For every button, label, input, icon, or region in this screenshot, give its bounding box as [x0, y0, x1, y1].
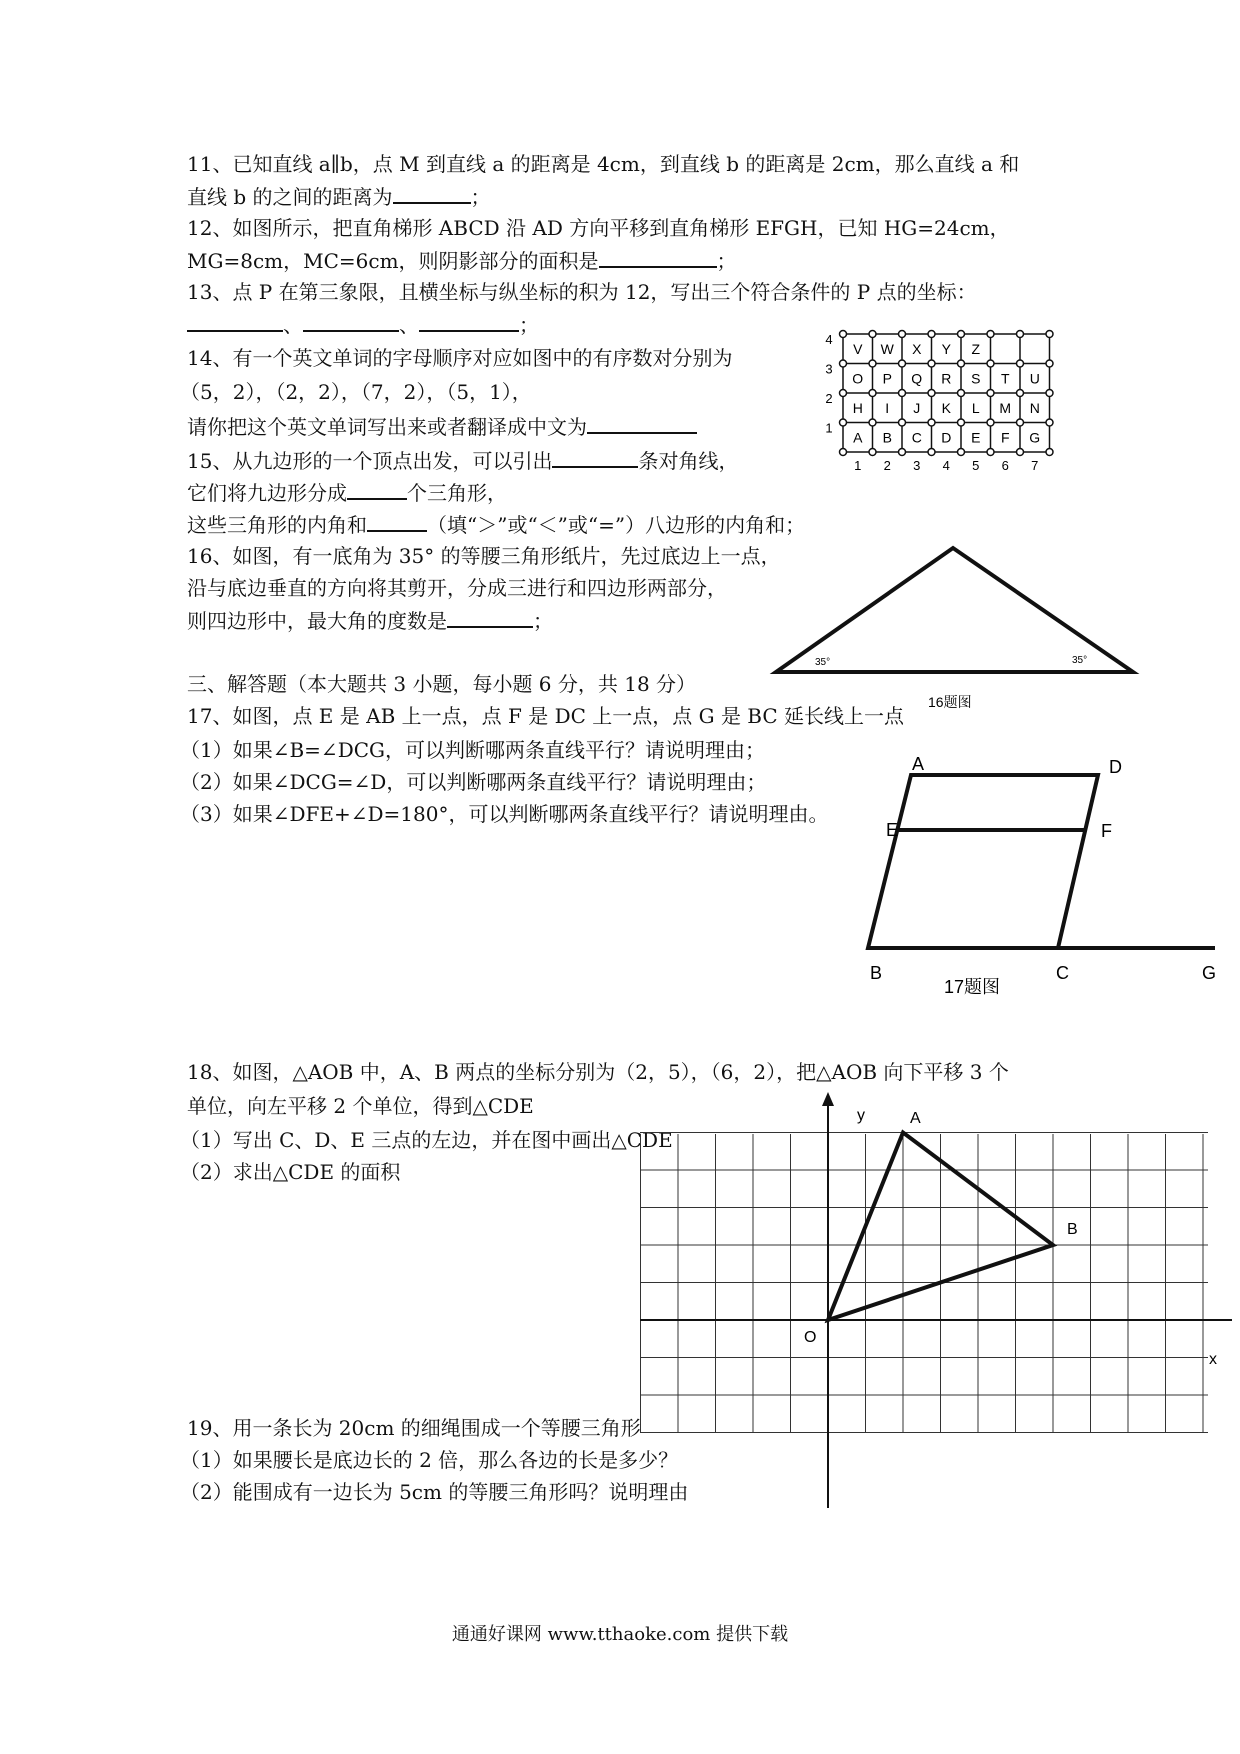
grid-dot — [899, 360, 906, 367]
col-label: 4 — [942, 458, 950, 473]
grid-dot — [869, 360, 876, 367]
letter-grid-figure — [820, 320, 1080, 490]
footer-credit: 通通好课网 www.tthaoke.com 提供下载 — [451, 1624, 789, 1645]
x-axis-label: x — [1209, 1351, 1217, 1368]
q18-sub1: （1）写出 C、D、E 三点的左边，并在图中画出△CDE — [180, 1128, 673, 1152]
grid-dot — [1017, 390, 1024, 397]
grid-dot — [869, 390, 876, 397]
q16-answer-blank[interactable] — [447, 604, 533, 628]
q14-line1: 14、有一个英文单词的字母顺序对应如图中的有序数对分别为 — [187, 346, 733, 370]
grid-letter: X — [912, 340, 922, 357]
q15-line1-text: 15、从九边形的一个顶点出发，可以引出 — [187, 449, 553, 473]
q15-line3 — [187, 508, 805, 541]
q16-line3-text: 则四边形中，最大角的度数是 — [187, 609, 447, 633]
section-3-heading: 三、解答题（本大题共 3 小题，每小题 6 分，共 18 分） — [187, 672, 697, 696]
q11-line2-text: 直线 b 的之间的距离为 — [187, 185, 393, 209]
q14-line3-text: 请你把这个英文单词写出来或者翻译成中文为 — [187, 415, 587, 439]
grid-dot — [958, 360, 965, 367]
grid-dot — [899, 419, 906, 426]
q12-line2-text: MG=8cm，MC=6cm，则阴影部分的面积是 — [187, 249, 599, 273]
q12-answer-blank[interactable] — [599, 244, 717, 268]
q19-sub2: （2）能围成有一边长为 5cm 的等腰三角形吗？说明理由 — [180, 1480, 689, 1504]
row-label: 4 — [825, 331, 833, 347]
q19-line1: 19、用一条长为 20cm 的细绳围成一个等腰三角形 — [187, 1416, 641, 1440]
grid-letter: T — [1000, 370, 1010, 387]
triangle-shape — [776, 548, 1133, 672]
grid-dot — [1046, 419, 1053, 426]
grid-letter: F — [1000, 429, 1010, 446]
row-label: 3 — [825, 361, 833, 377]
grid-dot — [840, 390, 847, 397]
grid-letter: R — [941, 370, 952, 387]
grid-letter: L — [971, 399, 980, 416]
coordinate-gridlines — [640, 1133, 1208, 1433]
q11-line1: 11、已知直线 a∥b，点 M 到直线 a 的距离是 4cm，到直线 b 的距离是 2cm，那么直线 a 和 — [187, 152, 1020, 176]
col-label: 1 — [854, 458, 862, 473]
grid-dot — [928, 449, 935, 456]
grid-dot — [928, 419, 935, 426]
grid-letter: Q — [911, 370, 923, 387]
q13-answer-blank-3[interactable] — [419, 308, 519, 332]
q15-answer-blank-2[interactable] — [347, 476, 407, 500]
y-axis-label: y — [857, 1107, 865, 1124]
col-label: 6 — [1001, 458, 1009, 473]
grid-dot — [1017, 419, 1024, 426]
label-f: F — [1101, 821, 1112, 841]
letter-grid-col-labels — [854, 458, 1038, 473]
q17-sub3: （3）如果∠DFE+∠D=180°，可以判断哪两条直线平行？请说明理由。 — [180, 802, 829, 826]
label-g: G — [1202, 963, 1217, 983]
grid-dot — [987, 449, 994, 456]
q17-line1: 17、如图，点 E 是 AB 上一点，点 F 是 DC 上一点，点 G 是 BC 延长线上一点 — [187, 704, 905, 728]
label-c: C — [1056, 963, 1069, 983]
q13-answer-blank-2[interactable] — [303, 308, 399, 332]
parallelogram-figure — [850, 740, 1240, 1005]
q15-line2 — [187, 476, 507, 509]
grid-letter: I — [885, 399, 890, 416]
grid-letter: C — [911, 429, 922, 446]
q11-line2 — [187, 180, 491, 213]
grid-letter: P — [882, 370, 892, 387]
grid-letter: K — [941, 399, 951, 416]
label-d: D — [1109, 757, 1122, 777]
col-label: 3 — [913, 458, 921, 473]
point-b-label: B — [1067, 1221, 1078, 1238]
q16-line3 — [187, 604, 553, 637]
grid-letter: U — [1029, 370, 1040, 387]
parallelogram-shape — [868, 775, 1098, 948]
figure-17-caption: 17题图 — [944, 977, 1001, 997]
grid-letter: H — [852, 399, 863, 416]
grid-letter: N — [1029, 399, 1040, 416]
grid-dot — [899, 390, 906, 397]
grid-dot — [958, 449, 965, 456]
q18-line1: 18、如图，△AOB 中，A、B 两点的坐标分别为（2，5），（6，2），把△AOB 向下平移 3 个 — [187, 1060, 1009, 1084]
figure-16-caption: 16题图 — [928, 694, 972, 710]
grid-letter: Z — [971, 340, 981, 357]
q14-line2: （5，2），（2，2），（7，2），（5，1）， — [180, 380, 532, 404]
grid-letter: Y — [941, 340, 951, 357]
grid-dot — [1017, 449, 1024, 456]
q13-sep-2: 、 — [399, 313, 419, 337]
grid-letter: O — [852, 370, 864, 387]
angle-label-right: 35° — [1072, 655, 1088, 666]
q15-line2-end: 个三角形， — [407, 481, 507, 505]
grid-dot — [958, 331, 965, 338]
q14-answer-blank[interactable] — [587, 410, 697, 434]
label-e: E — [886, 820, 899, 840]
grid-dot — [840, 419, 847, 426]
q12-line2 — [187, 244, 737, 277]
grid-letter: D — [941, 429, 952, 446]
grid-dot — [869, 449, 876, 456]
point-a-label: A — [910, 1110, 921, 1127]
grid-dot — [840, 360, 847, 367]
q13-line1: 13、点 P 在第三象限，且横坐标与纵坐标的积为 12，写出三个符合条件的 P 点的坐标： — [187, 280, 977, 304]
grid-dot — [928, 390, 935, 397]
grid-dot — [987, 419, 994, 426]
q12-line2-end: ； — [716, 249, 737, 273]
angle-label-left: 35° — [815, 657, 831, 668]
isosceles-triangle-figure — [760, 530, 1160, 720]
grid-letter: J — [913, 399, 921, 416]
grid-dot — [899, 449, 906, 456]
q14-line3 — [187, 410, 697, 443]
letter-grid-letters — [849, 339, 1044, 446]
grid-letter: W — [880, 340, 894, 357]
row-label: 2 — [825, 390, 833, 406]
grid-dot — [928, 331, 935, 338]
q15-answer-blank-1[interactable] — [552, 444, 638, 468]
grid-dot — [928, 360, 935, 367]
q18-sub2: （2）求出△CDE 的面积 — [180, 1160, 401, 1184]
grid-letter: E — [971, 429, 981, 446]
q19-sub1: （1）如果腰长是底边长的 2 倍，那么各边的长是多少？ — [180, 1448, 679, 1472]
grid-dot — [1046, 360, 1053, 367]
grid-dot — [1046, 390, 1053, 397]
col-label: 2 — [883, 458, 891, 473]
label-b: B — [870, 963, 883, 983]
grid-dot — [1046, 331, 1053, 338]
grid-letter: M — [999, 399, 1012, 416]
q16-line2: 沿与底边垂直的方向将其剪开，分成三进行和四边形两部分， — [187, 576, 727, 600]
grid-dot — [840, 331, 847, 338]
q17-sub2: （2）如果∠DCG=∠D，可以判断哪两条直线平行？请说明理由； — [180, 770, 767, 794]
q13-answer-blank-1[interactable] — [187, 308, 283, 332]
label-a: A — [912, 754, 925, 774]
grid-dot — [1017, 360, 1024, 367]
grid-dot — [958, 419, 965, 426]
q13-sep-1: 、 — [283, 313, 303, 337]
grid-letter: S — [971, 370, 981, 387]
grid-dot — [869, 331, 876, 338]
grid-dot — [987, 390, 994, 397]
grid-dot — [1017, 331, 1024, 338]
q17-sub1: （1）如果∠B=∠DCG，可以判断哪两条直线平行？请说明理由； — [180, 738, 766, 762]
q15-line2-text: 它们将九边形分成 — [187, 481, 347, 505]
q16-line3-end: ； — [533, 609, 553, 633]
grid-dot — [840, 449, 847, 456]
q13-end: ； — [519, 313, 539, 337]
q11-answer-blank[interactable] — [393, 180, 471, 204]
grid-letter: A — [853, 429, 863, 446]
q11-line2-end: ； — [470, 185, 491, 209]
q15-answer-blank-3[interactable] — [367, 508, 427, 532]
q16-line1: 16、如图，有一底角为 35° 的等腰三角形纸片，先过底边上一点， — [187, 544, 781, 568]
grid-dot — [1046, 449, 1053, 456]
q15-line3-end: （填“＞”或“＜”或“=”）八边形的内角和； — [427, 513, 806, 537]
grid-letter: G — [1029, 429, 1041, 446]
col-label: 7 — [1031, 458, 1039, 473]
q15-line1 — [187, 444, 738, 477]
grid-dot — [899, 331, 906, 338]
q18-line2: 单位，向左平移 2 个单位，得到△CDE — [187, 1094, 534, 1118]
y-axis-arrow-icon — [822, 1092, 834, 1106]
grid-dot — [869, 419, 876, 426]
coordinate-grid-figure — [630, 1080, 1240, 1520]
grid-dot — [987, 331, 994, 338]
letter-grid-row-labels — [825, 332, 832, 436]
grid-letter: V — [853, 340, 863, 357]
row-label: 1 — [825, 420, 833, 436]
q15-line1-end: 条对角线， — [638, 449, 739, 473]
q15-line3-text: 这些三角形的内角和 — [187, 513, 367, 537]
col-label: 5 — [972, 458, 980, 473]
grid-letter: B — [882, 429, 892, 446]
q13-line2 — [187, 308, 539, 341]
grid-dot — [958, 390, 965, 397]
q12-line1: 12、如图所示，把直角梯形 ABCD 沿 AD 方向平移到直角梯形 EFGH，已知 HG=24cm， — [187, 216, 1010, 240]
origin-label: O — [804, 1329, 817, 1346]
grid-dot — [987, 360, 994, 367]
